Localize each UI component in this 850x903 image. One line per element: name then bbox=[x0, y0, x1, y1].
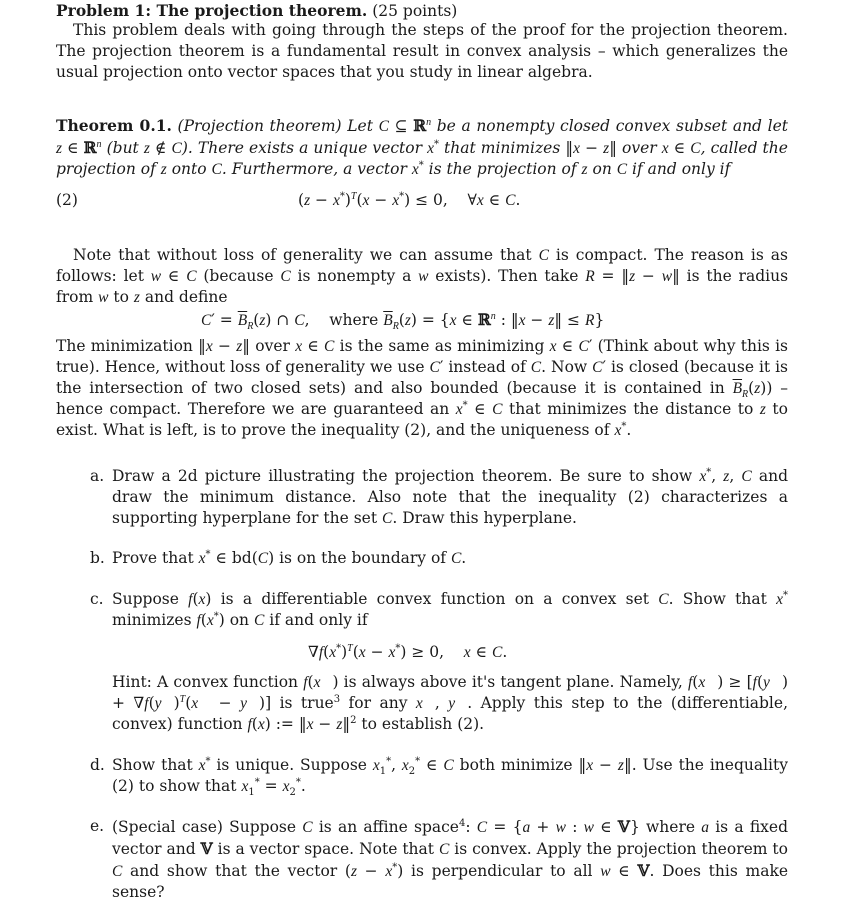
problem-title: Problem 1: The projection theorem. bbox=[56, 1, 368, 20]
c-prime-definition: $C' = \overline{B}_R(z)$ ∩ C, where $\overline{B}_R(z) = \{x$ ∈ ℝ$^n$ : ‖x − z‖ ≤ R} bbox=[201, 310, 605, 333]
compactness-argument: The minimization ‖x − z‖ over x ∈ C is the same as minimizing x ∈ C′ (Think about why this is true). Hence, without loss of generality we use C′ instead of C. Now C′ is closed (because it is the intersection of two closed sets) and also bounded (because it is contained in $\overline{B}_R(z)$) – hence compact. Therefore we are guaranteed an x* ∈ C that minimizes the distance to z to exist. What is left, is to prove the inequality (2), and the uniqueness of x*. bbox=[56, 337, 789, 439]
equation-2 bbox=[56, 190, 788, 212]
item-e-text: (Special case) Suppose C is an affine space$^4$: C = {a + w : w ∈ 𝕍} where a is a fixed vector and 𝕍 is a vector space. Note that C is convex. Apply the projection theorem to C and show that the vector (z − x*) is perpendicular to all w ∈ 𝕍. Does this make sense? bbox=[112, 817, 789, 901]
item-d-text: Show that x* is unique. Suppose $x_1^*$, $x_2^*$ ∈ C both minimize ‖x − z‖. Use the inequality (2) to show that $x_1^* = x_2^*$. bbox=[112, 755, 788, 799]
list-item bbox=[90, 755, 788, 797]
item-c-hint: Hint: A convex function f(x⃗) is always above it's tangent plane. Namely, f(x⃗) ≥ [f(y⃗) + ∇f(y⃗)$^T$(x⃗ − y⃗)] is true$^3$ for any x⃗, y⃗. Apply this step to the (differentiable, convex) function f(x) := ‖x − z‖$^2$ to establish (2). bbox=[112, 673, 789, 733]
item-label: e. bbox=[90, 817, 105, 835]
list-item bbox=[90, 816, 788, 903]
theorem-statement: Theorem 0.1. (Projection theorem) Let C ⊆ ℝ$^n$ be a nonempty closed convex subset and let z ∈ ℝ$^n$ (but z ∉ C). There exists a unique vector x* that minimizes ‖x − z‖ over x ∈ C, called the projection of z onto C. Furthermore, a vector x* is the projection of z on C if and only if bbox=[56, 116, 788, 178]
problem-points: (25 points) bbox=[372, 2, 458, 20]
list-item bbox=[90, 589, 788, 631]
item-label: c. bbox=[90, 590, 104, 608]
theorem-label: Theorem 0.1. bbox=[56, 116, 172, 135]
item-label: b. bbox=[90, 549, 105, 567]
problem-intro: This problem deals with going through the steps of the proof for the projection theorem. The projection theorem is a fundamental result in convex analysis – which generalizes the usual projection onto vector spaces that you study in linear algebra. bbox=[56, 21, 788, 81]
item-a-text: Draw a 2d picture illustrating the projection theorem. Be sure to show x*, z, C and draw the minimum distance. Also note that the inequality (2) characterizes a supporting hyperplane for the set C. Draw this hyperplane. bbox=[112, 466, 789, 527]
item-label: a. bbox=[90, 467, 105, 485]
theorem-name: (Projection theorem) bbox=[177, 117, 342, 135]
equation-2-body: $(z - x^*)^T(x - x^*) \le 0$, ∀x ∈ C. bbox=[298, 190, 521, 209]
list-item bbox=[90, 548, 788, 569]
equation-number: (2) bbox=[56, 191, 78, 209]
gradient-condition-equation: $\nabla f(x^*)^T(x - x^*) \ge 0$, x ∈ C. bbox=[308, 642, 508, 661]
problem-heading bbox=[56, 0, 788, 22]
list-item bbox=[90, 466, 788, 529]
compactness-note: Note that without loss of generality we can assume that C is compact. The reason is as follows: let w ∈ C (because C is nonempty a w exists). Then take R = ‖z − w‖ is the radius from w to z and define bbox=[56, 246, 789, 306]
item-c-text: Suppose f(x) is a differentiable convex function on a convex set C. Show that x* minimizes f(x*) on C if and only if bbox=[112, 589, 788, 629]
item-label: d. bbox=[90, 756, 105, 774]
item-b-text: Prove that x* ∈ bd(C) is on the boundary of C. bbox=[112, 548, 467, 567]
